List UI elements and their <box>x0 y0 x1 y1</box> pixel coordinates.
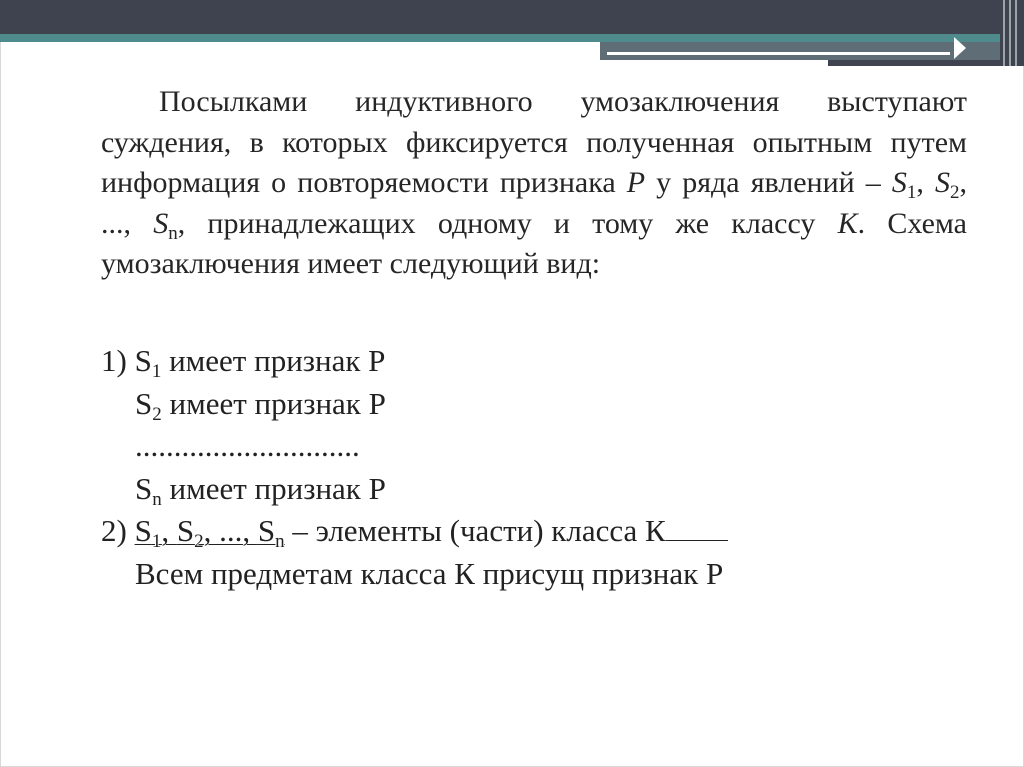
header-bar <box>0 0 1024 34</box>
variable-s: S <box>153 206 169 240</box>
header-accent-stripe <box>0 34 1000 42</box>
text-fragment: , принадлежащих одному и тому же классу <box>177 206 838 240</box>
header-divider-line <box>1003 0 1005 66</box>
premise-text: – элементы (части) класса К <box>284 513 666 548</box>
body-paragraph <box>101 82 967 285</box>
conclusion-bar <box>666 539 728 541</box>
separator: , ..., <box>203 513 258 548</box>
subscript: 1 <box>151 361 162 382</box>
subscript: n <box>168 222 178 244</box>
text-fragment: , <box>916 166 935 199</box>
symbol-s: S <box>257 513 276 548</box>
item-number: 2) <box>101 513 135 548</box>
premise-line-1 <box>101 340 961 383</box>
text-fragment: Посылками индуктивного умозаключения выступают суждения, в которых фиксируется полученная опытным путем информация о повторяемости признака <box>101 85 967 199</box>
variable-k: K <box>837 206 858 240</box>
premise-line-2 <box>101 383 961 426</box>
symbol-s: S <box>135 385 153 421</box>
variable-s: S <box>935 166 950 199</box>
item-number: 1) <box>101 343 135 378</box>
inference-schema <box>101 340 961 595</box>
header-gray-strip <box>600 42 1000 60</box>
subscript: 1 <box>151 531 162 552</box>
header-divider-line <box>1015 0 1017 66</box>
symbol-s: S <box>134 513 152 548</box>
header-divider-line <box>1009 0 1011 66</box>
symbol-s: S <box>134 343 152 378</box>
underlined-premise <box>134 513 285 552</box>
premise-line-n <box>101 468 961 511</box>
premise-text: имеет признак Р <box>161 343 386 378</box>
text-fragment: . Схема умозаключения имеет следующий вид: <box>101 206 967 280</box>
subscript: 2 <box>950 182 960 203</box>
variable-s: S <box>891 166 907 199</box>
symbol-s: S <box>176 513 195 548</box>
header-white-line <box>607 52 950 55</box>
symbol-s: S <box>135 470 153 506</box>
subscript: 2 <box>152 403 162 425</box>
subscript: n <box>152 488 162 510</box>
arrow-right-icon <box>954 37 966 59</box>
conclusion-line: Всем предметам класса К присущ признак Р <box>135 555 724 591</box>
text-fragment: , ..., <box>101 166 967 240</box>
subscript: 1 <box>906 182 917 203</box>
subscript: 2 <box>194 531 204 552</box>
premise-text: имеет признак Р <box>161 470 386 506</box>
separator: , <box>161 513 177 548</box>
subscript: n <box>275 531 285 552</box>
premise-text: имеет признак Р <box>161 385 386 421</box>
variable-p: P <box>626 166 646 199</box>
header-underbar <box>828 60 1000 66</box>
premise-line-class <box>101 510 961 553</box>
ellipsis-line: ............................. <box>135 428 360 463</box>
text-fragment: у ряда явлений – <box>645 166 892 199</box>
